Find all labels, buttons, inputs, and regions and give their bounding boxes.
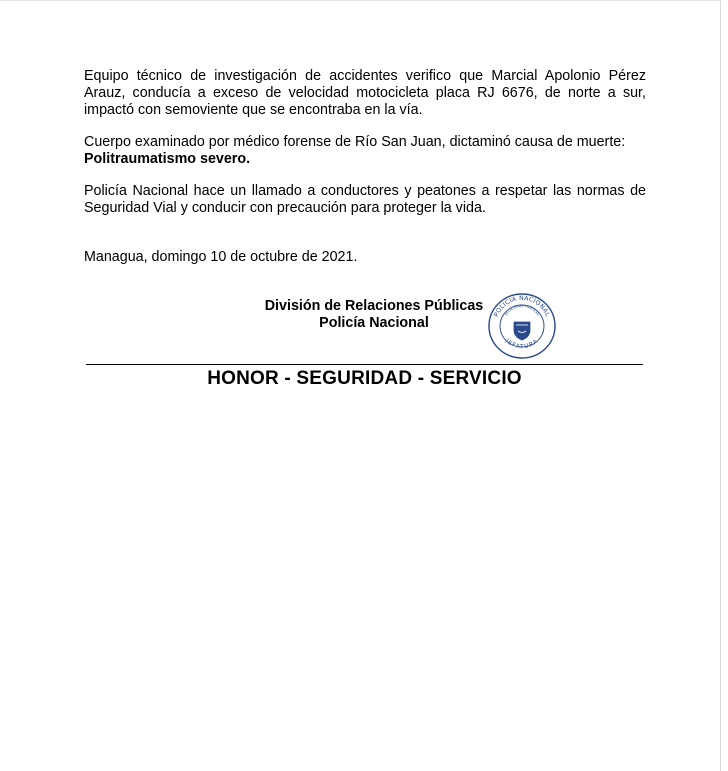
signature-institution: Policía Nacional (319, 315, 429, 331)
seal-top-text: POLICIA NACIONAL (492, 294, 552, 318)
signature-division: División de Relaciones Públicas (264, 298, 484, 314)
paragraph-forensic (84, 134, 646, 168)
seal-bottom-text: JEFATURA (504, 338, 540, 351)
cause-of-death: Politraumatismo severo. (84, 151, 251, 167)
page-top-edge (0, 0, 721, 1)
paragraph-appeal: Policía Nacional hace un llamado a conductores y peatones a respetar las normas de Seguridad Vial y conducir con precaución para proteger la vida. (84, 183, 646, 216)
footer-motto: HONOR - SEGURIDAD - SERVICIO (207, 368, 522, 389)
footer-divider (86, 364, 643, 365)
forensic-text: Cuerpo examinado por médico forense de Río San Juan, dictaminó causa de muerte: (84, 134, 626, 150)
date-line: Managua, domingo 10 de octubre de 2021. (84, 249, 358, 265)
paragraph-investigation: Equipo técnico de investigación de accidentes verifico que Marcial Apolonio Pérez Arauz, conducía a exceso de velocidad motocicleta placa RJ 6676, de norte a sur, impactó con semoviente que se encontraba en la vía. (84, 68, 646, 118)
police-seal-stamp (486, 292, 558, 360)
svg-text:RELACIONES PUBLICAS (504, 304, 540, 316)
signature-block (234, 298, 514, 332)
seal-inner-text: RELACIONES PUBLICAS (503, 303, 541, 317)
